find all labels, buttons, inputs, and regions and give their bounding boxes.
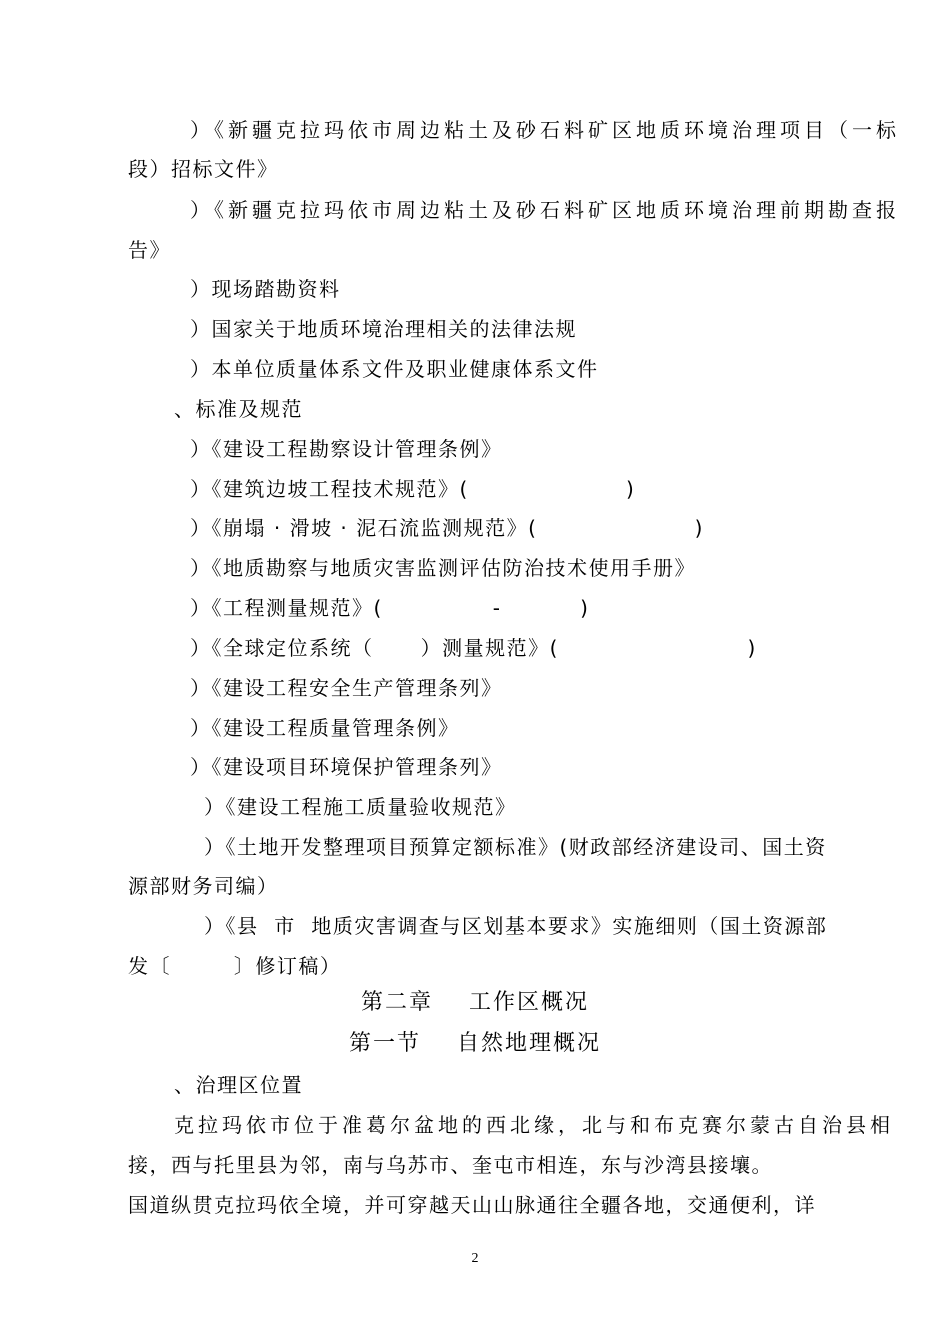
standard-item-12-line2: 发〔 〕修订稿） xyxy=(128,954,342,978)
subsection-heading: 、治理区位置 xyxy=(174,1073,303,1097)
standard-item-9: ）《建设项目环境保护管理条列》 xyxy=(190,755,503,779)
chapter-title: 第二章 工作区概况 xyxy=(361,990,589,1015)
standard-item-11-line1: ）《土地开发整理项目预算定额标准》(财政部经济建设司、国土资 xyxy=(204,835,827,859)
reference-item-1-line1: ）《新疆克拉玛依市周边粘土及砂石料矿区地质环境治理项目（一标 xyxy=(190,118,900,142)
body-paragraph-line1: 克拉玛依市位于准葛尔盆地的西北缘，北与和布克赛尔蒙古自治县相 xyxy=(174,1113,894,1137)
body-paragraph-line2: 接，西与托里县为邻，南与乌苏市、奎屯市相连，东与沙湾县接壤。 xyxy=(128,1153,773,1177)
standards-heading: 、标准及规范 xyxy=(174,397,303,421)
page-number: 2 xyxy=(471,1251,479,1266)
section-title: 第一节 自然地理概况 xyxy=(349,1031,601,1056)
standard-item-4: ）《地质勘察与地质灾害监测评估防治技术使用手册》 xyxy=(190,556,696,580)
standard-item-1: ）《建设工程勘察设计管理条例》 xyxy=(190,437,503,461)
standard-item-5: ）《工程测量规范》( - ) xyxy=(190,596,590,620)
body-paragraph-line3: 国道纵贯克拉玛依全境，并可穿越天山山脉通往全疆各地，交通便利，详 xyxy=(128,1193,816,1217)
standard-item-10: ）《建设工程施工质量验收规范》 xyxy=(204,795,517,819)
reference-item-5: ）本单位质量体系文件及职业健康体系文件 xyxy=(190,357,599,381)
standard-item-3: ）《崩塌 · 滑坡 · 泥石流监测规范》( ) xyxy=(190,516,704,540)
reference-item-2-line2: 告》 xyxy=(128,238,171,262)
standard-item-11-line2: 源部财务司编） xyxy=(128,874,279,898)
reference-item-3: ）现场踏勘资料 xyxy=(190,277,341,301)
standard-item-2: ）《建筑边坡工程技术规范》( ) xyxy=(190,477,636,501)
reference-item-4: ）国家关于地质环境治理相关的法律法规 xyxy=(190,317,577,341)
reference-item-1-line2: 段）招标文件》 xyxy=(128,157,279,181)
standard-item-7: ）《建设工程安全生产管理条列》 xyxy=(190,676,503,700)
reference-item-2-line1: ）《新疆克拉玛依市周边粘土及砂石料矿区地质环境治理前期勘查报 xyxy=(190,198,900,222)
standard-item-12-line1: ）《县 市 地质灾害调查与区划基本要求》实施细则（国土资源部 xyxy=(204,914,828,938)
standard-item-8: ）《建设工程质量管理条例》 xyxy=(190,716,460,740)
standard-item-6: ）《全球定位系统（ ）测量规范》( ) xyxy=(190,636,757,660)
